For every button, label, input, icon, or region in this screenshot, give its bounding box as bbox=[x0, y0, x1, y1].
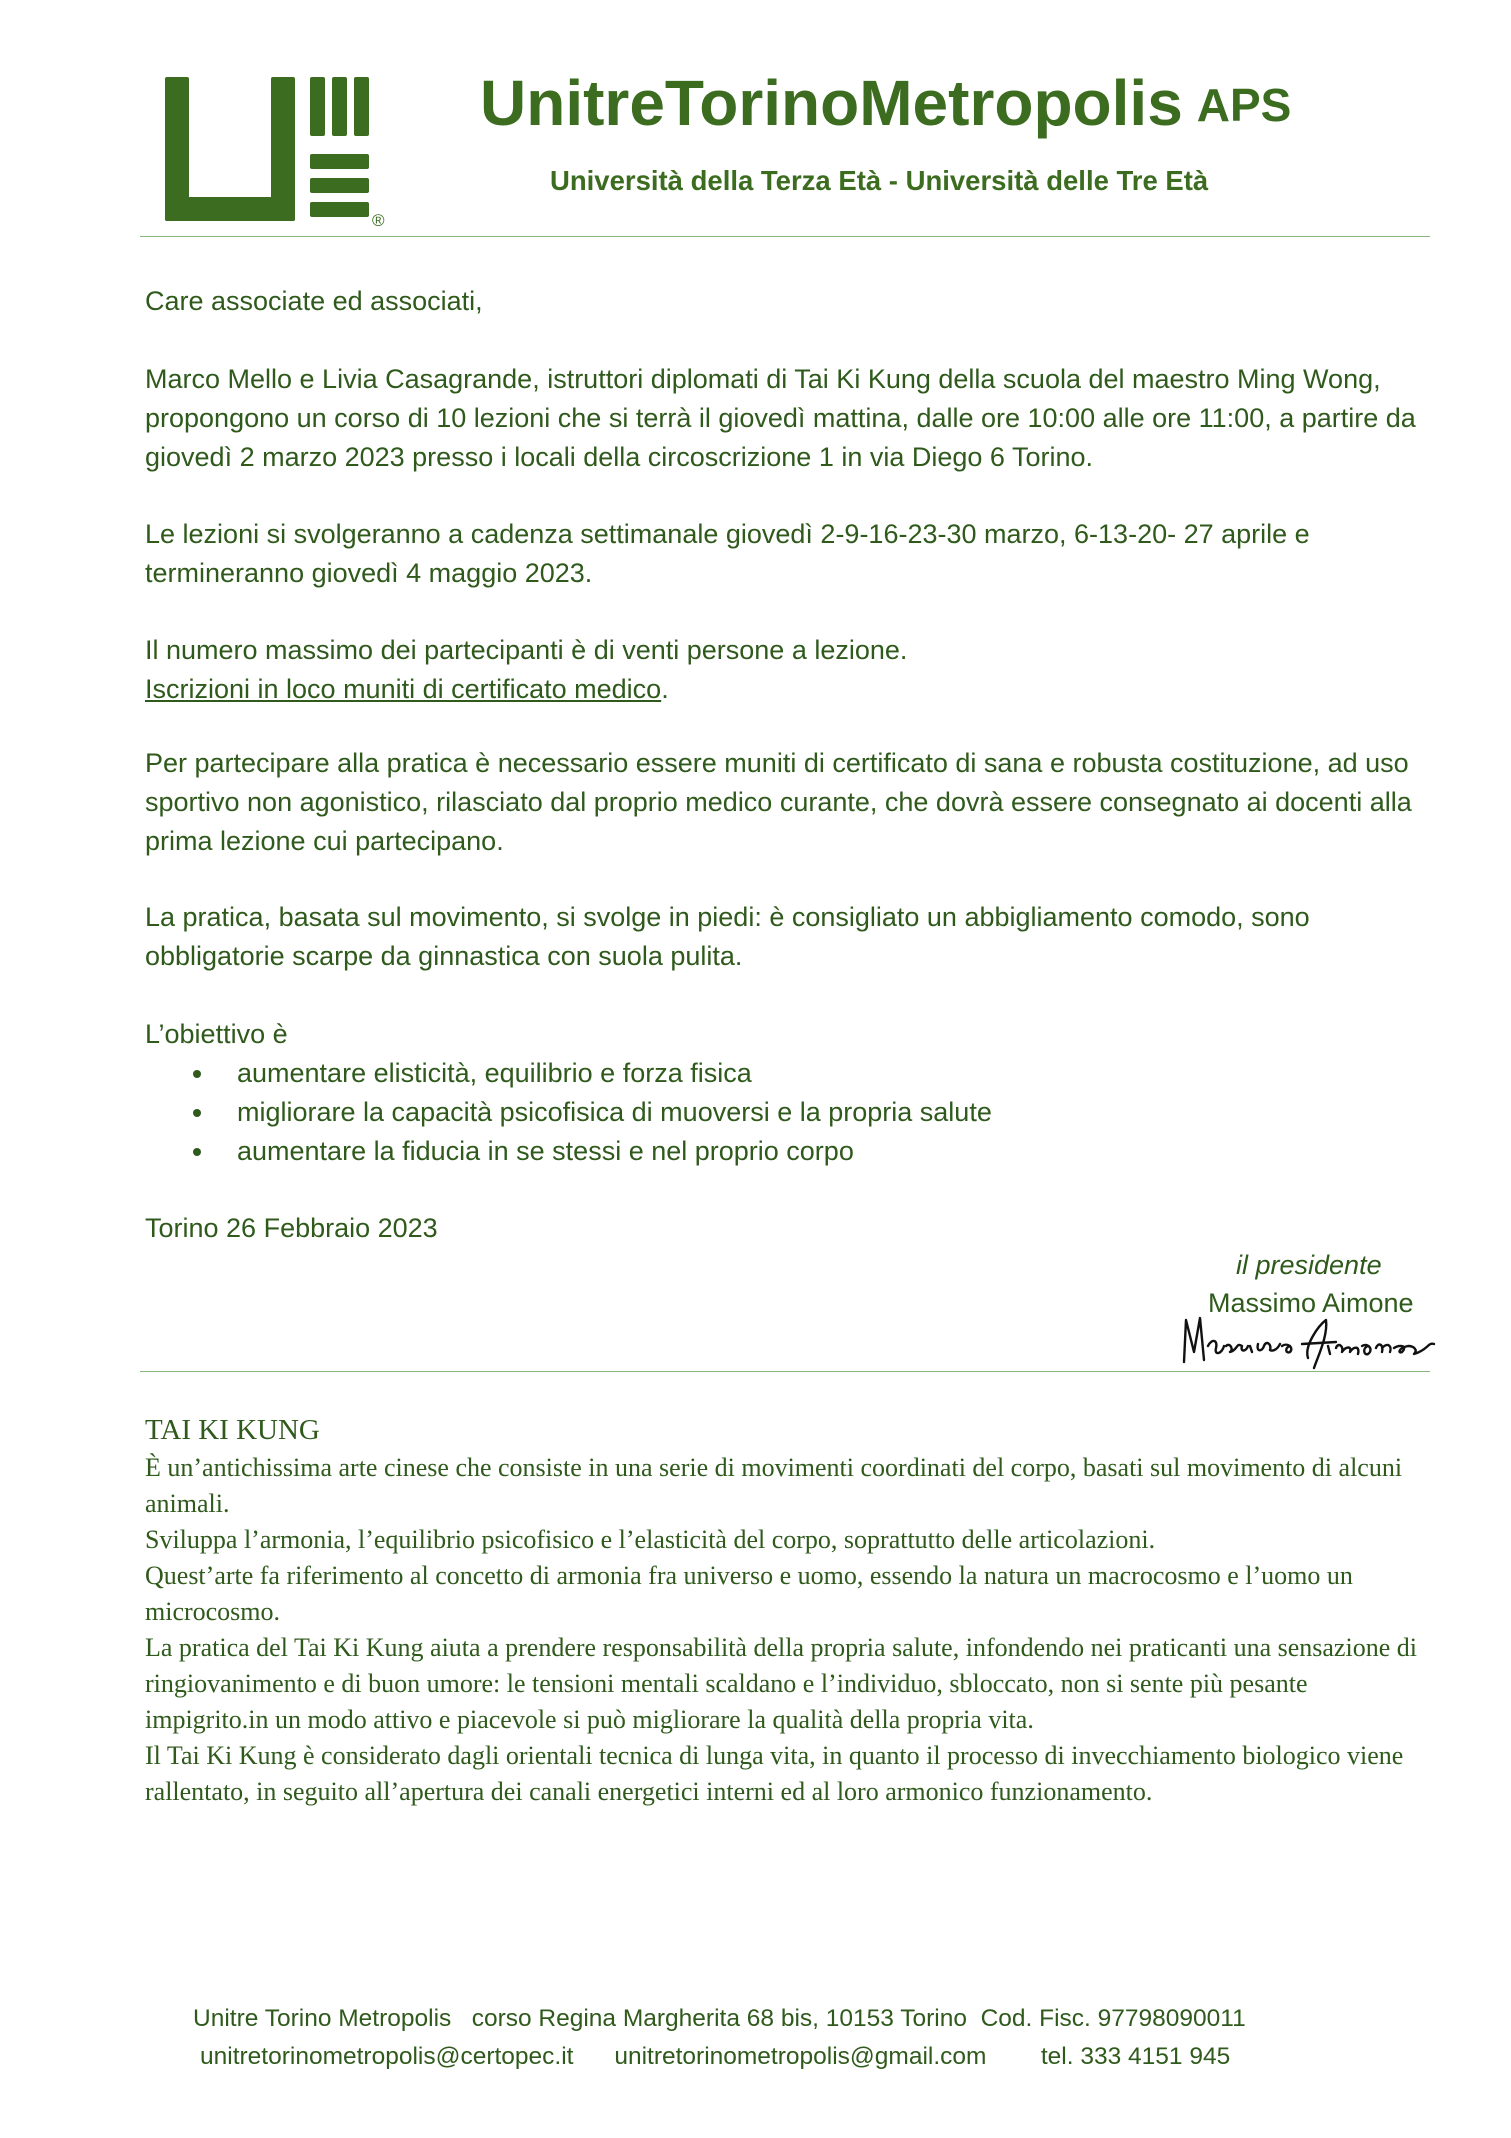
info-paragraph: È un’antichissima arte cinese che consiste in una serie di movimenti coordinati del corpo, basati sul movimento di alcuni animali. bbox=[145, 1453, 1403, 1518]
org-subtitle: Università della Terza Età - Università delle Tre Età bbox=[550, 165, 1209, 196]
org-name: UnitreTorinoMetropolis bbox=[480, 67, 1183, 139]
salutation: Care associate ed associati, bbox=[145, 286, 483, 316]
section-divider bbox=[140, 1371, 1430, 1372]
signer-title: il presidente bbox=[1236, 1250, 1382, 1280]
registration-line bbox=[145, 670, 1435, 709]
section-heading: TAI KI KUNG bbox=[145, 1414, 320, 1446]
info-paragraph: La pratica del Tai Ki Kung aiuta a prendere responsabilità della propria salute, infondendo nei praticanti una sensazione di ringiovanimento e di buon umore: le tensioni mentali scaldano e l’individuo, sbloccato, non si sente più pesante impigrito.in un modo attivo e piacevole si può migliorare la qualità della propria vita. bbox=[145, 1633, 1417, 1734]
objective-intro: L’obiettivo è bbox=[145, 1019, 288, 1049]
registration-end: . bbox=[661, 674, 669, 704]
list-item: migliorare la capacità psicofisica di muoversi e la propria salute bbox=[145, 1093, 1435, 1132]
u3e-logo-icon bbox=[162, 74, 387, 230]
certificate-paragraph: Per partecipare alla pratica è necessario essere muniti di certificato di sana e robusta costituzione, ad uso sportivo non agonistico, rilasciato dal proprio medico curante, che dovrà essere consegnato ai docenti alla prima lezione cui partecipano. bbox=[145, 748, 1412, 856]
org-title bbox=[480, 66, 1380, 140]
course-paragraph-text: Marco Mello e Livia Casagrande, istruttori diplomati di Tai Ki Kung della scuola del maestro Ming Wong, propongono un corso di 10 lezioni che si terrà il giovedì mattina, dalle ore 10:00 alle ore 11:00, a partire da giovedì 2 marzo 2023 presso i locali della circoscrizione 1 in via Diego 6 Torino. bbox=[145, 364, 1416, 472]
list-item: aumentare elisticità, equilibrio e forza fisica bbox=[145, 1054, 1435, 1093]
footer-address: Unitre Torino Metropolis corso Regina Margherita 68 bis, 10153 Torino Cod. Fisc. 97798090011 bbox=[193, 2005, 1246, 2032]
course-paragraph bbox=[145, 360, 1435, 477]
footer-contacts: unitretorinometropolis@certopec.it unitretorinometropolis@gmail.com tel. 333 4151 945 bbox=[200, 2043, 1231, 2070]
org-suffix: APS bbox=[1196, 79, 1292, 131]
list-item: aumentare la fiducia in se stessi e nel proprio corpo bbox=[145, 1132, 1435, 1171]
signer-name: Massimo Aimone bbox=[1208, 1288, 1414, 1318]
practice-paragraph: La pratica, basata sul movimento, si svolge in piedi: è consigliato un abbigliamento comodo, sono obbligatorie scarpe da ginnastica con suola pulita. bbox=[145, 902, 1310, 971]
info-paragraph: Quest’arte fa riferimento al concetto di armonia fra universo e uomo, essendo la natura un macrocosmo e l’uomo un microcosmo. bbox=[145, 1561, 1353, 1626]
schedule-paragraph bbox=[145, 515, 1435, 593]
objectives-section bbox=[145, 1015, 1435, 1171]
registered-mark: ® bbox=[372, 211, 385, 230]
date-line: Torino 26 Febbraio 2023 bbox=[145, 1213, 438, 1243]
header-divider bbox=[140, 236, 1430, 237]
objectives-list bbox=[145, 1054, 1435, 1171]
info-paragraph: Sviluppa l’armonia, l’equilibrio psicofisico e l’elasticità del corpo, soprattutto delle articolazioni. bbox=[145, 1525, 1156, 1554]
handwritten-signature bbox=[1178, 1306, 1438, 1376]
tai-ki-kung-section bbox=[145, 1410, 1435, 1810]
registration-underlined: Iscrizioni in loco muniti di certificato medico bbox=[145, 674, 662, 704]
schedule-paragraph-text: Le lezioni si svolgeranno a cadenza settimanale giovedì 2-9-16-23-30 marzo, 6-13-20- 27 aprile e termineranno giovedì 4 maggio 2023. bbox=[145, 519, 1310, 588]
participants-line: Il numero massimo dei partecipanti è di venti persone a lezione. bbox=[145, 635, 908, 665]
info-paragraph: Il Tai Ki Kung è considerato dagli orientali tecnica di lunga vita, in quanto il processo di invecchiamento biologico viene rallentato, in seguito all’apertura dei canali energetici interni ed al loro armonico funzionamento. bbox=[145, 1741, 1404, 1806]
participants-paragraph bbox=[145, 631, 1435, 709]
